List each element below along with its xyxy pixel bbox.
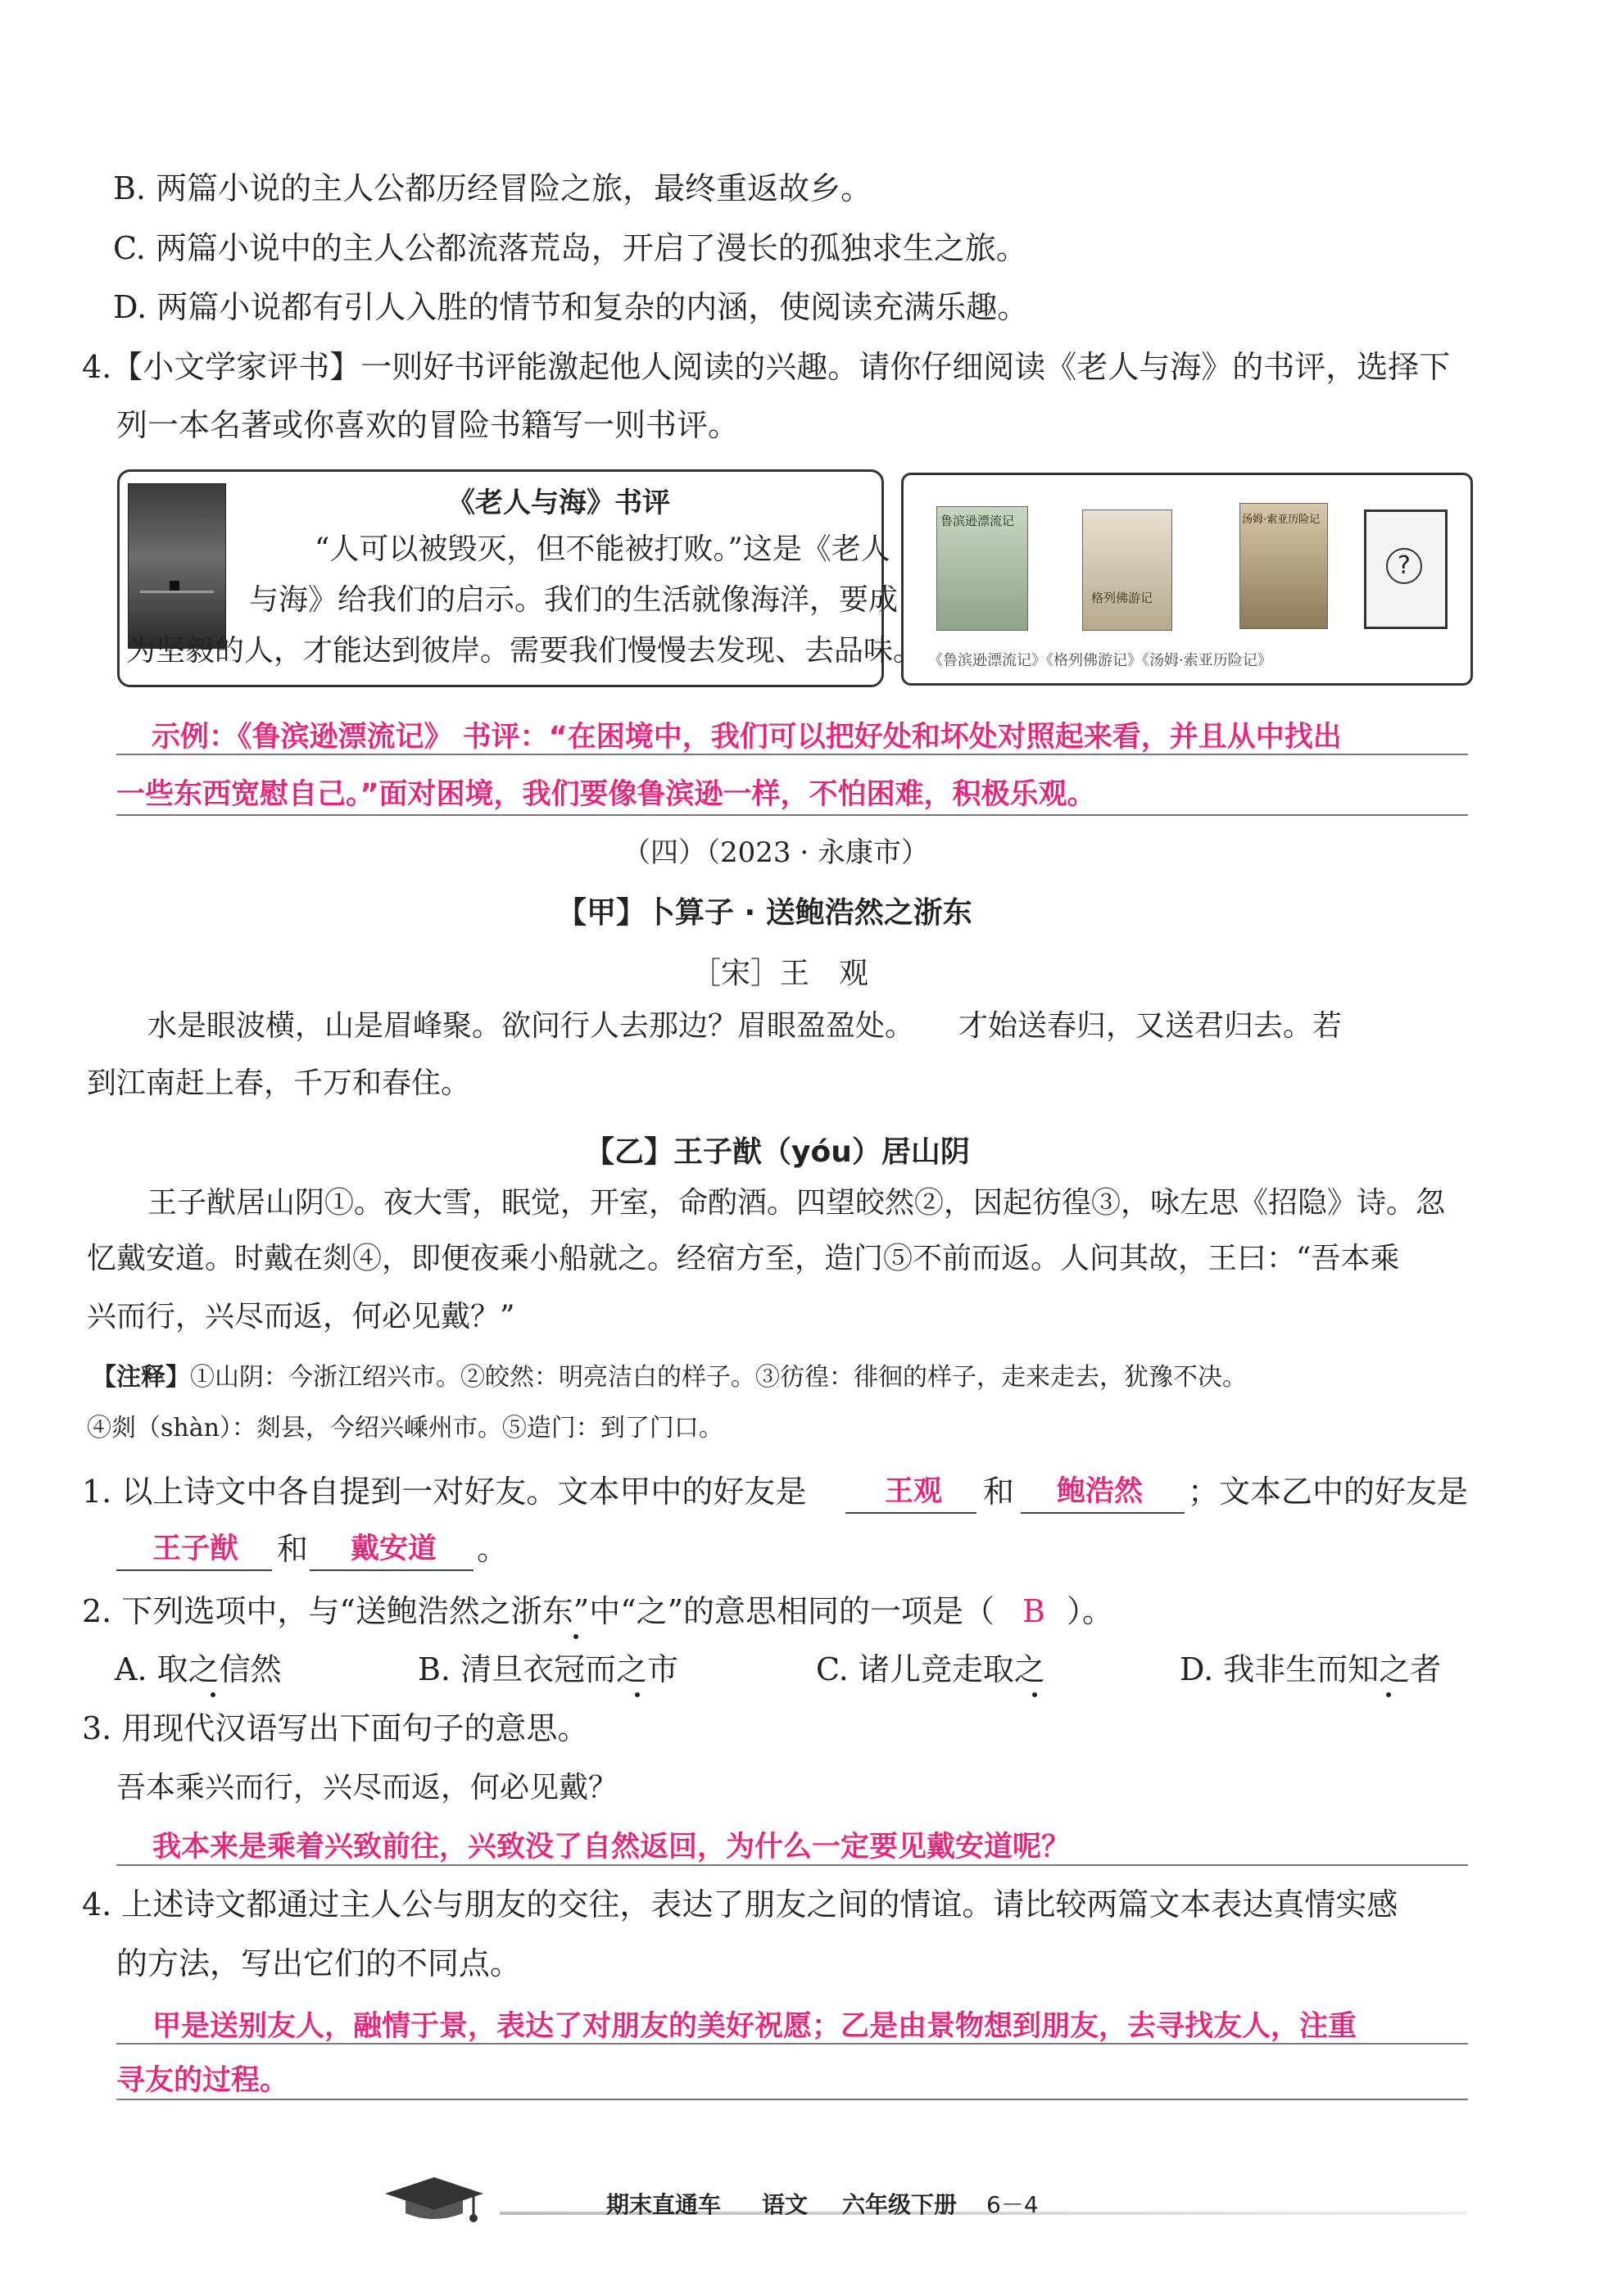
q1-answer-2: 鲍浩然 xyxy=(1057,1475,1144,1508)
q1-end: 。 xyxy=(477,1531,509,1567)
footer-grade: 六年级下册 xyxy=(842,2191,958,2218)
footer-book: 期末直通车 xyxy=(606,2191,722,2218)
graduation-cap-icon xyxy=(377,2171,492,2228)
q1-answer-4: 戴安道 xyxy=(351,1533,437,1565)
q2-option-d: D. 我非生而知之者 xyxy=(1180,1651,1442,1687)
notes-line2: ④剡（shàn）：剡县，今绍兴嵊州市。⑤造门：到了门口。 xyxy=(87,1414,723,1442)
review-box-line3: 为坚毅的人，才能达到彼岸。需要我们慢慢去发现、去品味。 xyxy=(126,634,923,668)
poem-line1: 水是眼波横，山是眉峰聚。欲问行人去那边？眉眼盈盈处。 才始送春归，又送君归去。若 xyxy=(147,1009,1343,1043)
review-question-line1: 4.【小文学家评书】一则好书评能激起他人阅读的兴趣。请你仔细阅读《老人与海》的书评，选择下 xyxy=(82,349,1451,385)
poem-author: ［宋］王 观 xyxy=(691,957,869,990)
q1-text: 1. 以上诗文中各自提到一对好友。文本甲中的好友是 xyxy=(82,1474,807,1510)
prose-line2: 忆戴安道。时戴在剡④，即便夜乘小船就之。经宿方至，造门⑤不前而返。人问其故，王曰：“吾本乘 xyxy=(87,1242,1400,1275)
prose-line1: 王子猷居山阴①。夜大雪，眠觉，开室，命酌酒。四望皎然②，因起彷徨③，咏左思《招隐》诗。忽 xyxy=(147,1186,1446,1220)
review-answer-line1: 示例：《鲁滨逊漂流记》 书评：“在困境中，我们可以把好处和坏处对照起来看，并且从中找出 xyxy=(152,721,1342,754)
q2-option-a: A. 取之信然 xyxy=(115,1651,282,1687)
option-b: B. 两篇小说的主人公都历经冒险之旅，最终重返故乡。 xyxy=(113,170,872,206)
q1-answer-3: 王子猷 xyxy=(152,1533,239,1565)
prose-title: 【乙】王子猷（yóu）居山阴 xyxy=(585,1135,970,1169)
poem-line2: 到江南赶上春，千万和春住。 xyxy=(87,1066,471,1100)
q3-text: 3. 用现代汉语写出下面句子的意思。 xyxy=(82,1710,589,1746)
book-captions: 《鲁滨逊漂流记》《格列佛游记》《汤姆·索亚历险记》 xyxy=(928,652,1272,669)
q4-answer-line1: 甲是送别友人，融情于景，表达了对朋友的美好祝愿；乙是由景物想到朋友，去寻找友人，注重 xyxy=(152,2010,1357,2043)
q2-close: ）。 xyxy=(1067,1593,1114,1629)
option-d: D. 两篇小说都有引人入胜的情节和复杂的内涵，使阅读充满乐趣。 xyxy=(113,289,1029,325)
q1-text-b: ；文本乙中的好友是 xyxy=(1188,1474,1469,1510)
q3-sentence: 吾本乘兴而行，兴尽而返，何必见戴？ xyxy=(116,1771,618,1805)
q2-option-b: B. 清旦衣冠而之市 xyxy=(418,1651,679,1687)
q2-option-c: C. 诸儿竞走取之 xyxy=(816,1651,1045,1687)
book-cover-gulliver: 格列佛游记 xyxy=(1082,509,1172,631)
question-mark-icon: ? xyxy=(1386,548,1422,584)
q2-answer: B xyxy=(1022,1593,1045,1629)
review-box-line1: “人可以被毁灭，但不能被打败。”这是《老人 xyxy=(315,532,890,566)
q4-line1: 4. 上述诗文都通过主人公与朋友的交往，表达了朋友之间的情谊。请比较两篇文本表达真情实感 xyxy=(82,1886,1398,1922)
book-cover-tom-sawyer: 汤姆·索亚历险记 xyxy=(1239,503,1328,629)
review-box-line2: 与海》给我们的启示。我们的生活就像海洋，要成 xyxy=(249,583,899,617)
q4-answer-line2: 寻友的过程。 xyxy=(116,2064,289,2097)
option-c: C. 两篇小说中的主人公都流落荒岛，开启了漫长的孤独求生之旅。 xyxy=(113,230,1027,266)
notes-label: 【注释】 xyxy=(92,1363,190,1392)
book-cover-robinson: 鲁滨逊漂流记 xyxy=(936,506,1028,631)
review-question-line2: 列一本名著或你喜欢的冒险书籍写一则书评。 xyxy=(116,407,740,443)
books-box xyxy=(901,473,1473,686)
q3-answer: 我本来是乘着兴致前往，兴致没了自然返回，为什么一定要见戴安道呢？ xyxy=(152,1831,1071,1864)
q4-line2: 的方法，写出它们的不同点。 xyxy=(116,1945,522,1981)
q2-text: 2. 下列选项中，与“送鲍浩然之浙东”中“之”的意思相同的一项是（ xyxy=(82,1593,995,1629)
q1-answer-1: 王观 xyxy=(885,1475,943,1508)
notes-line1: 【注释】①山阴：今浙江绍兴市。②皎然：明亮洁白的样子。③彷徨：徘徊的样子，走来走去，犹豫不决。 xyxy=(92,1363,1247,1392)
review-box xyxy=(117,469,923,687)
review-box-title: 《老人与海》书评 xyxy=(447,487,670,519)
review-answer-line2: 一些东西宽慰自己。”面对困境，我们要像鲁滨逊一样，不怕困难，积极乐观。 xyxy=(116,778,1096,811)
prose-line3: 兴而行，兴尽而返，何必见戴？” xyxy=(87,1300,515,1334)
q1-and-1: 和 xyxy=(983,1474,1015,1510)
section-title: （四）（2023 · 永康市） xyxy=(623,836,929,869)
book-cover-old-man-and-sea xyxy=(128,483,226,649)
footer-subject: 语文 xyxy=(762,2191,809,2218)
poem-title: 【甲】卜算子 · 送鲍浩然之浙东 xyxy=(557,896,972,930)
mystery-book xyxy=(1364,509,1448,629)
q1-and-2: 和 xyxy=(277,1531,309,1567)
footer-page: 6－4 xyxy=(986,2191,1039,2218)
